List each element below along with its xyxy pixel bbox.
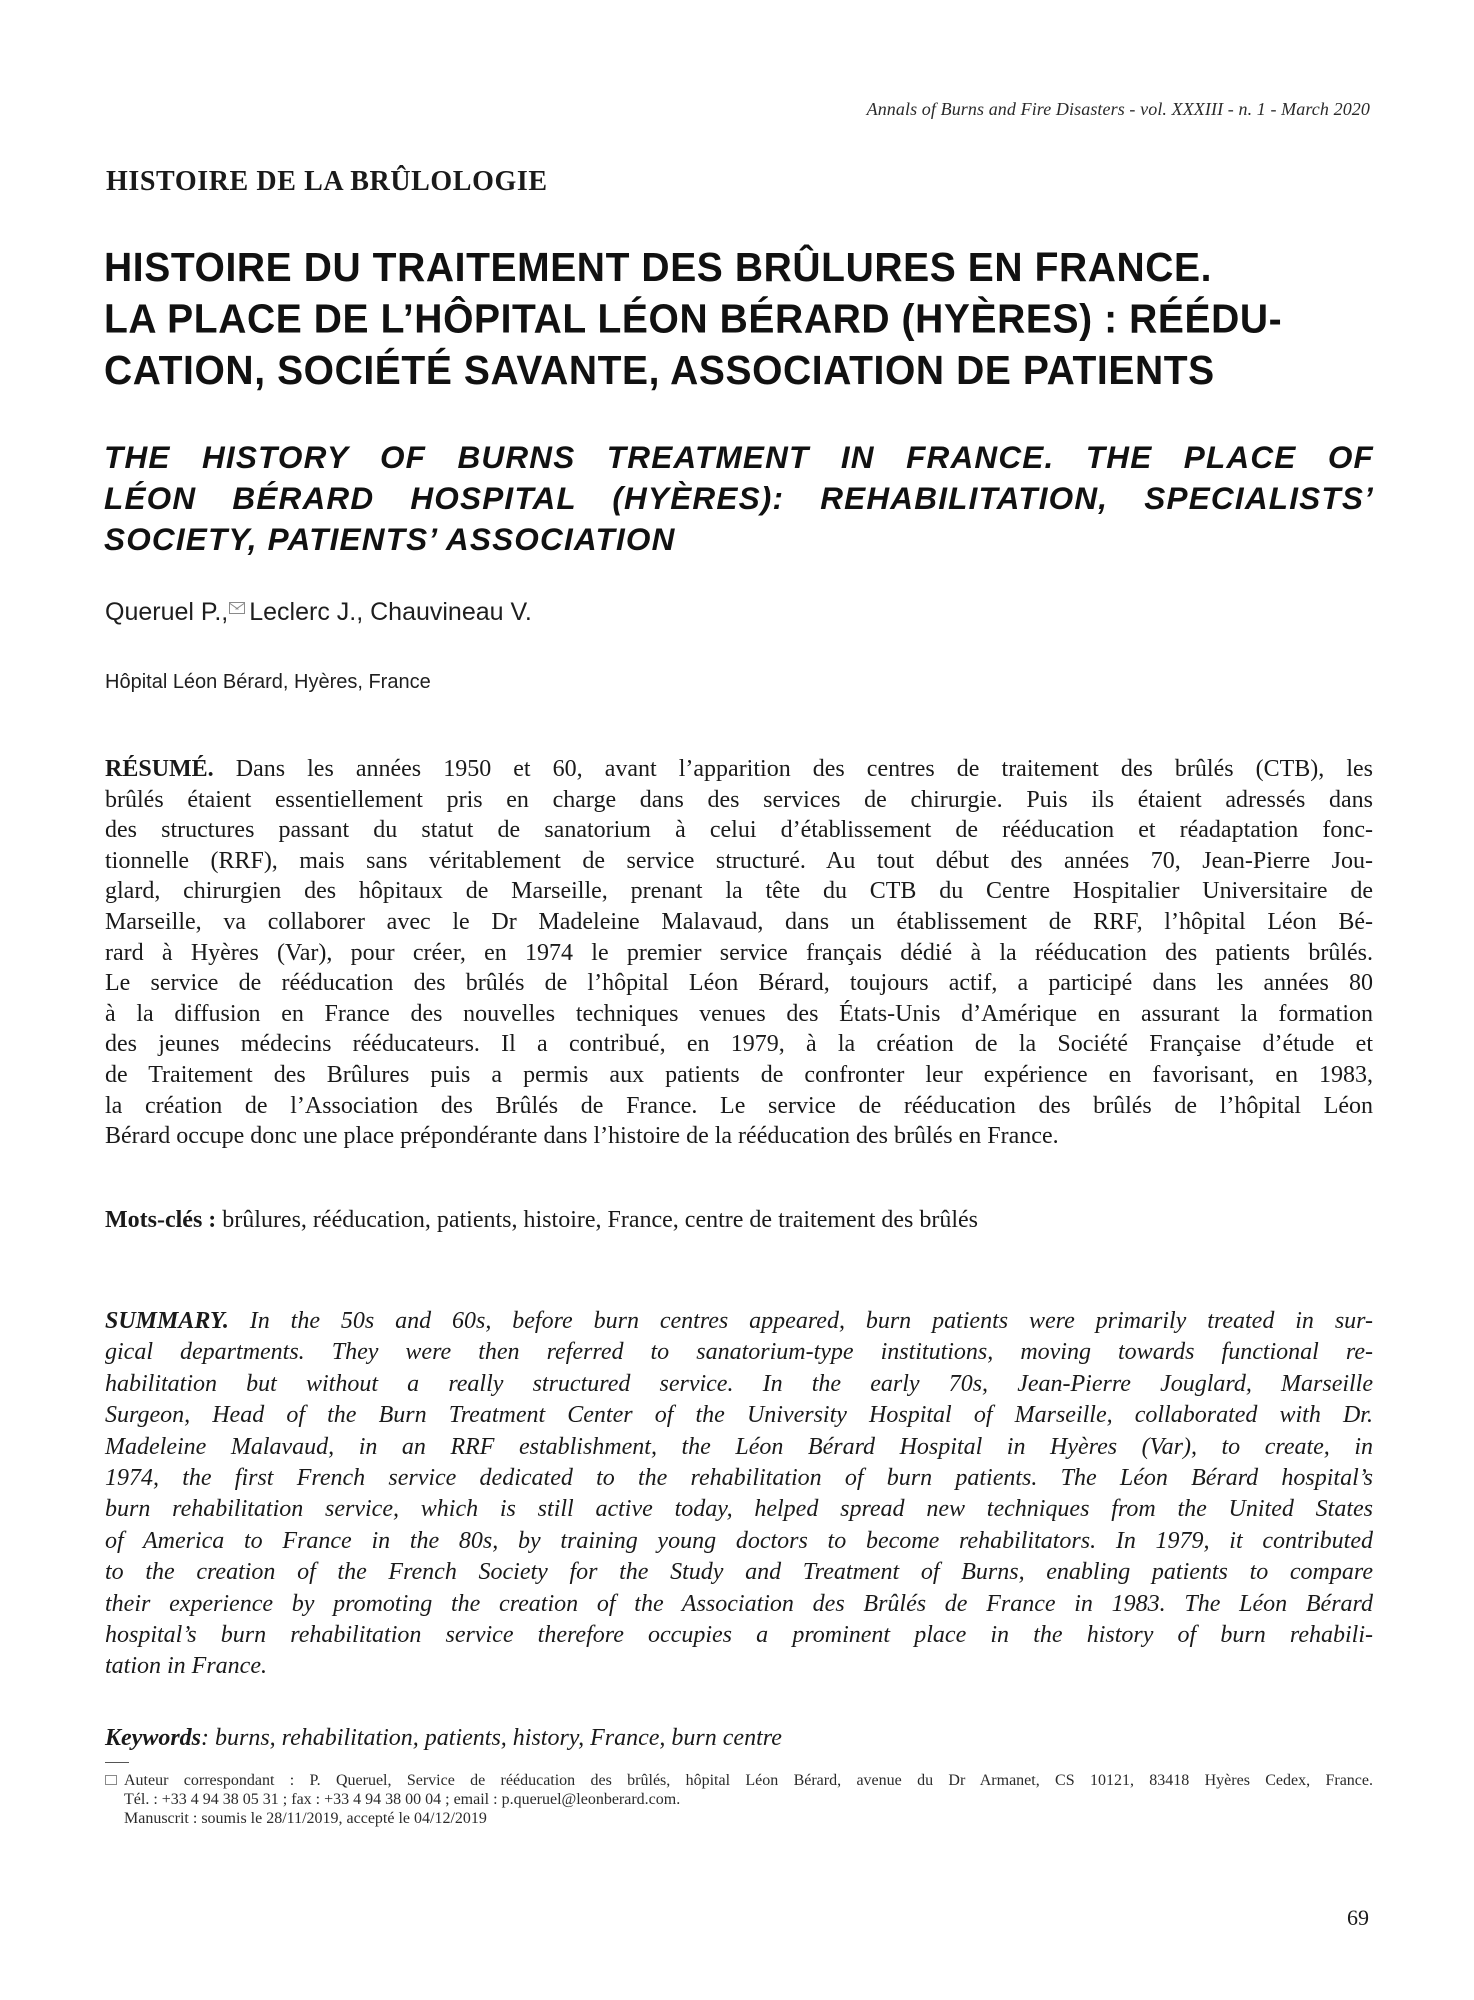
mots-cles-text: brûlures, rééducation, patients, histoire, France, centre de traitement des brûlés	[222, 1207, 978, 1233]
resume-line: Le service de rééducation des brûlés de l’hôpital Léon Bérard, toujours actif, a participé dans les années 80	[105, 970, 1373, 997]
footnote-line: Manuscrit : soumis le 28/11/2019, accepté le 04/12/2019	[124, 1810, 487, 1827]
running-head: Annals of Burns and Fire Disasters - vol. XXXIII - n. 1 - March 2020	[866, 99, 1370, 119]
resume-abstract	[105, 754, 1373, 1152]
envelope-icon	[105, 1775, 117, 1785]
mots-cles-label: Mots-clés :	[105, 1207, 217, 1233]
footnote	[105, 1771, 1373, 1828]
footnote-line: Tél. : +33 4 94 38 05 31 ; fax : +33 4 94 38 00 04 ; email : p.queruel@leonberard.com.	[124, 1791, 681, 1808]
page-number: 69	[1347, 1905, 1369, 1930]
envelope-icon	[229, 602, 245, 614]
summary-line: Surgeon, Head of the Burn Treatment Center of the University Hospital of Marseille, collaborated with Dr.	[105, 1402, 1373, 1429]
resume-label: RÉSUMÉ.	[105, 756, 214, 782]
summary-label: SUMMARY.	[105, 1308, 229, 1334]
author-list	[105, 598, 532, 627]
resume-line: rard à Hyères (Var), pour créer, en 1974 le premier service français dédié à la rééducation des patients brûlés.	[105, 939, 1373, 966]
title-french	[104, 242, 1374, 396]
summary-line: Madeleine Malavaud, in an RRF establishment, the Léon Bérard Hospital in Hyères (Var), to create, in	[105, 1433, 1373, 1460]
summary-line: of America to France in the 80s, by training young doctors to become rehabilitators. In 1979, it contributed	[105, 1527, 1373, 1554]
summary-line: their experience by promoting the creation of the Association des Brûlés de France in 1983. The Léon Bérard	[105, 1590, 1373, 1617]
footnote-divider	[105, 1762, 129, 1763]
summary-line: hospital’s burn rehabilitation service therefore occupies a prominent place in the history of burn rehabili-	[105, 1622, 1373, 1649]
title-english-line: SOCIETY, PATIENTS’ ASSOCIATION	[104, 521, 676, 557]
summary-abstract	[105, 1306, 1373, 1683]
title-french-line: CATION, SOCIÉTÉ SAVANTE, ASSOCIATION DE PATIENTS	[104, 348, 1215, 394]
title-french-line: HISTOIRE DU TRAITEMENT DES BRÛLURES EN FRANCE.	[104, 245, 1213, 291]
resume-line: RÉSUMÉ. Dans les années 1950 et 60, avant l’apparition des centres de traitement des brûlés (CTB), les	[105, 756, 1374, 782]
resume-line: des structures passant du statut de sanatorium à celui d’établissement de rééducation et réadaptation fonc-	[105, 817, 1373, 844]
resume-line: tionnelle (RRF), mais sans véritablement de service structuré. Au tout début des années 70, Jean-Pierre Jou-	[105, 847, 1373, 874]
summary-line: gical departments. They were then referred to sanatorium-type institutions, moving towards functional re-	[105, 1339, 1373, 1366]
affiliation: Hôpital Léon Bérard, Hyères, France	[105, 671, 431, 693]
summary-line: burn rehabilitation service, which is still active today, helped spread new techniques from the United States	[105, 1496, 1373, 1523]
mots-cles	[105, 1207, 978, 1234]
keywords	[105, 1725, 782, 1752]
resume-line: glard, chirurgien des hôpitaux de Marseille, prenant la tête du CTB du Centre Hospitalier Universitaire de	[105, 878, 1373, 905]
title-english-line: LÉON BÉRARD HOSPITAL (HYÈRES): REHABILITATION, SPECIALISTS’	[104, 480, 1374, 516]
resume-line: brûlés étaient essentiellement pris en charge dans des services de chirurgie. Puis ils étaient adressés dans	[105, 786, 1373, 813]
title-french-line: LA PLACE DE L’HÔPITAL LÉON BÉRARD (HYÈRES) : RÉÉDU-	[104, 296, 1283, 342]
section-label: HISTOIRE DE LA BRÛLOLOGIE	[106, 166, 548, 197]
summary-line: tation in France.	[105, 1653, 267, 1680]
resume-line: Marseille, va collaborer avec le Dr Madeleine Malavaud, dans un établissement de RRF, l’hôpital Léon Bé-	[105, 908, 1373, 935]
author-queruel: Queruel P.,	[105, 598, 229, 626]
title-english	[104, 437, 1374, 560]
resume-line: de Traitement des Brûlures puis a permis aux patients de confronter leur expérience en favorisant, en 1983,	[105, 1061, 1373, 1088]
resume-line: des jeunes médecins rééducateurs. Il a contribué, en 1979, à la création de la Société Française d’étude et	[105, 1031, 1373, 1058]
keywords-text: : burns, rehabilitation, patients, history, France, burn centre	[201, 1725, 782, 1751]
title-english-line: THE HISTORY OF BURNS TREATMENT IN FRANCE. THE PLACE OF	[104, 439, 1374, 475]
resume-line: Bérard occupe donc une place prépondérante dans l’histoire de la rééducation des brûlés en France.	[105, 1123, 1059, 1150]
summary-line: to the creation of the French Society for the Study and Treatment of Burns, enabling patients to compare	[105, 1559, 1373, 1586]
summary-line: SUMMARY. In the 50s and 60s, before burn centres appeared, burn patients were primarily treated in sur-	[105, 1308, 1374, 1334]
summary-line: habilitation but without a really structured service. In the early 70s, Jean-Pierre Jouglard, Marseille	[105, 1370, 1373, 1397]
resume-line: à la diffusion en France des nouvelles techniques venues des États-Unis d’Amérique en assurant la formation	[105, 1000, 1373, 1027]
resume-line: la création de l’Association des Brûlés de France. Le service de rééducation des brûlés de l’hôpital Léon	[105, 1092, 1373, 1119]
footnote-line: Auteur correspondant : P. Queruel, Service de rééducation des brûlés, hôpital Léon Bérard, avenue du Dr Armanet, CS 10121, 83418 Hyères Cedex, France.	[124, 1772, 1373, 1789]
summary-line: 1974, the first French service dedicated to the rehabilitation of burn patients. The Léon Bérard hospital’s	[105, 1465, 1373, 1492]
keywords-label: Keywords	[105, 1725, 201, 1751]
author-others: Leclerc J., Chauvineau V.	[249, 598, 532, 626]
